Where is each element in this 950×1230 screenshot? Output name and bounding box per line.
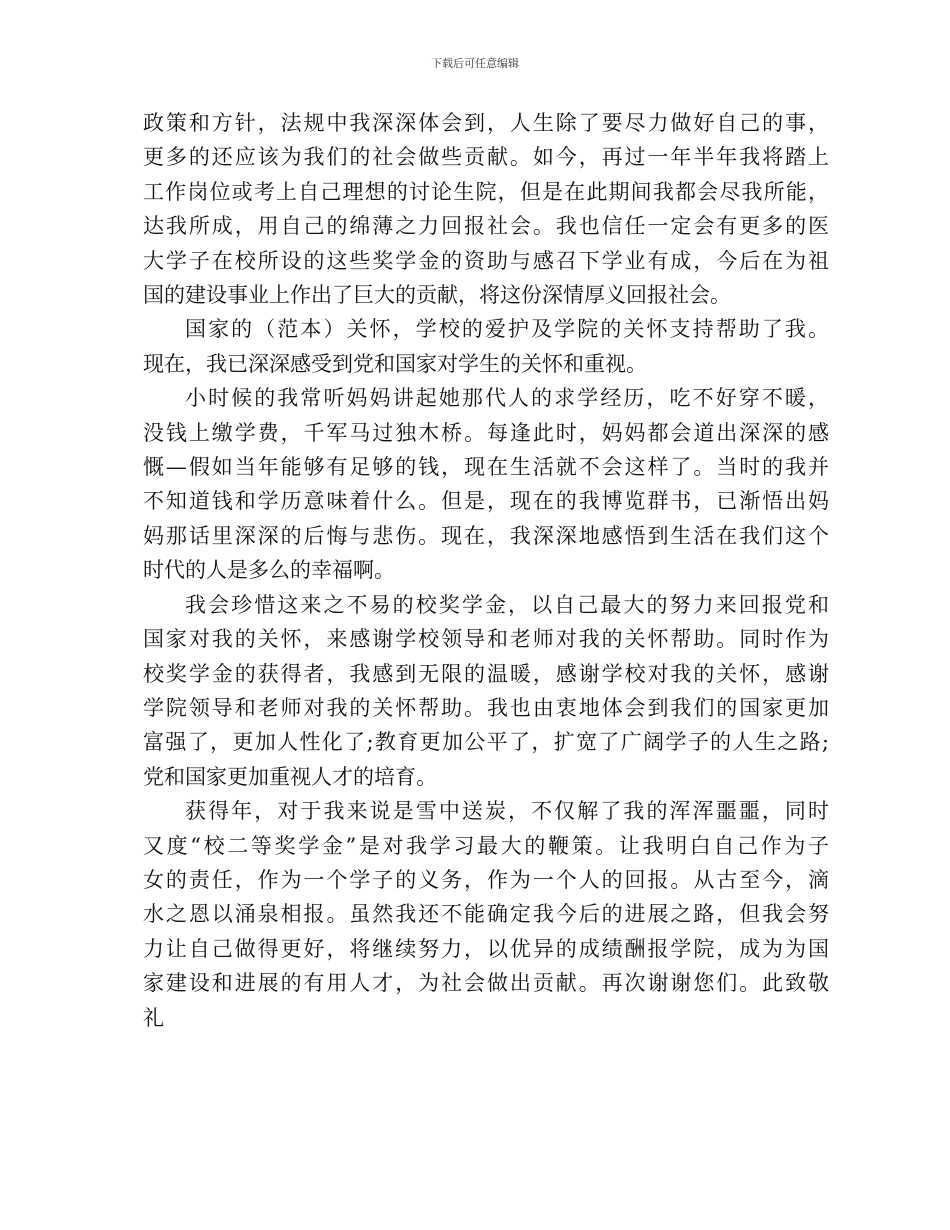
paragraph (143, 588, 829, 794)
paragraph (143, 312, 829, 381)
text-line: 妈那话里深深的后悔与悲伤。现在，我深深地感悟到生活在我们这个 (143, 523, 829, 548)
text-line: 没钱上缴学费，千军马过独木桥。每逢此时，妈妈都会道出深深的感 (143, 420, 829, 445)
text-line: 现在，我已深深感受到党和国家对学生的关怀和重视。 (143, 351, 647, 376)
text-line: 党和国家更加重视人才的培育。 (143, 764, 437, 789)
text-line: 大学子在校所设的这些奖学金的资助与感召下学业有成，今后在为祖 (143, 248, 829, 273)
text-line: 水之恩以涌泉相报。虽然我还不能确定我今后的进展之路，但我会努 (143, 902, 829, 927)
text-line: 国家的（范本）关怀，学校的爱护及学院的关怀支持帮助了我。 (185, 317, 829, 342)
text-line: 富强了，更加人性化了;教育更加公平了，扩宽了广阔学子的人生之路; (143, 730, 829, 755)
text-line: 时代的人是多么的幸福啊。 (143, 558, 395, 583)
page-header: 下载后可任意编辑 (431, 57, 519, 70)
text-line: 政策和方针，法规中我深深体会到，人生除了要尽力做好自己的事， (143, 111, 829, 135)
text-line: 小时候的我常听妈妈讲起她那代人的求学经历，吃不好穿不暖， (185, 386, 829, 411)
text-line: 更多的还应该为我们的社会做些贡献。如今，再过一年半年我将踏上 (143, 145, 829, 170)
paragraph (143, 106, 829, 312)
text-line: 力让自己做得更好，将继续努力，以优异的成绩酬报学院，成为为国 (143, 936, 829, 961)
text-line: 工作岗位或考上自己理想的讨论生院，但是在此期间我都会尽我所能， (143, 179, 829, 204)
text-line: 我会珍惜这来之不易的校奖学金，以自己最大的努力来回报党和 (185, 592, 829, 617)
text-line: 女的责任，作为一个学子的义务，作为一个人的回报。从古至今，滴 (143, 867, 829, 892)
text-line: 国的建设事业上作出了巨大的贡献，将这份深情厚义回报社会。 (143, 283, 731, 308)
text-line: 国家对我的关怀，来感谢学校领导和老师对我的关怀帮助。同时作为 (143, 627, 829, 652)
paragraph (143, 794, 829, 1035)
text-line: 获得年，对于我来说是雪中送炭，不仅解了我的浑浑噩噩，同时 (185, 799, 829, 824)
document-body (143, 106, 829, 1035)
text-line: 礼 (143, 1005, 164, 1030)
text-line: 学院领导和老师对我的关怀帮助。我也由衷地体会到我们的国家更加 (143, 695, 829, 720)
text-line: 校奖学金的获得者，我感到无限的温暖，感谢学校对我的关怀，感谢 (143, 661, 829, 686)
text-line: 慨—假如当年能够有足够的钱，现在生活就不会这样了。当时的我并 (143, 455, 829, 480)
text-line: 又度“校二等奖学金”是对我学习最大的鞭策。让我明白自己作为子 (143, 833, 829, 858)
text-line: 不知道钱和学历意味着什么。但是，现在的我博览群书，已渐悟出妈 (143, 489, 829, 514)
paragraph (143, 381, 829, 587)
text-line: 家建设和进展的有用人才，为社会做出贡献。再次谢谢您们。此致敬 (143, 971, 829, 996)
text-line: 达我所成，用自己的绵薄之力回报社会。我也信任一定会有更多的医 (143, 214, 829, 239)
